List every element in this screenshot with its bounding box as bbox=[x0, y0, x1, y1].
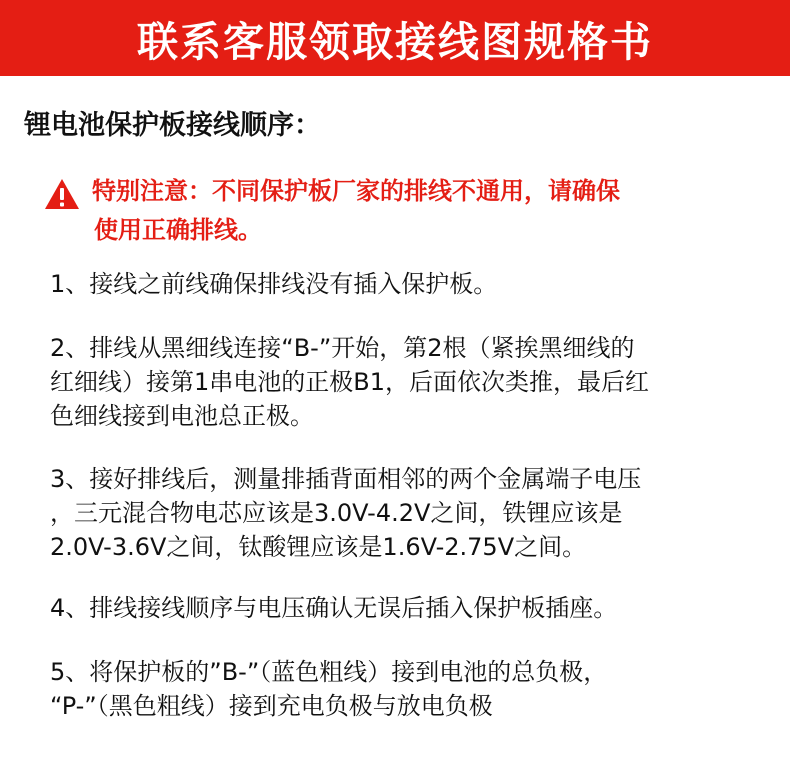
step-3 bbox=[50, 462, 641, 564]
step-2-line-3: 色细线接到电池总正极。 bbox=[50, 402, 314, 430]
warning-line-1: 特别注意：不同保护板厂家的排线不通用，请确保 bbox=[92, 177, 620, 205]
step-3-line-2: ，三元混合物电芯应该是3.0V-4.2V之间，铁锂应该是 bbox=[50, 499, 623, 527]
step-2-line-2: 红细线）接第1串电池的正极B1，后面依次类推，最后红 bbox=[50, 368, 650, 396]
step-5-line-2: “P-”（黑色粗线）接到充电负极与放电负极 bbox=[50, 692, 493, 720]
step-1-line-1: 1、接线之前线确保排线没有插入保护板。 bbox=[50, 270, 498, 298]
banner-title: 联系客服领取接线图规格书 bbox=[137, 17, 653, 66]
step-2-line-1: 2、排线从黑细线连接“B-”开始，第2根（紧挨黑细线的 bbox=[50, 334, 635, 362]
section-heading: 锂电池保护板接线顺序： bbox=[24, 110, 321, 141]
step-4 bbox=[50, 591, 617, 625]
step-5 bbox=[50, 655, 607, 723]
step-1 bbox=[50, 267, 497, 301]
step-4-line-1: 4、排线接线顺序与电压确认无误后插入保护板插座。 bbox=[50, 594, 618, 622]
warning-line-2: 使用正确排线。 bbox=[94, 216, 262, 244]
step-3-line-1: 3、接好排线后，测量排插背面相邻的两个金属端子电压 bbox=[50, 465, 642, 493]
step-3-line-3: 2.0V-3.6V之间，钛酸锂应该是1.6V-2.75V之间。 bbox=[50, 533, 587, 561]
warning-text bbox=[92, 172, 752, 250]
title-banner bbox=[0, 0, 790, 76]
warning-triangle-icon bbox=[44, 178, 80, 210]
step-5-line-1: 5、将保护板的”B-”（蓝色粗线）接到电池的总负极， bbox=[50, 658, 608, 686]
step-2 bbox=[50, 331, 649, 433]
